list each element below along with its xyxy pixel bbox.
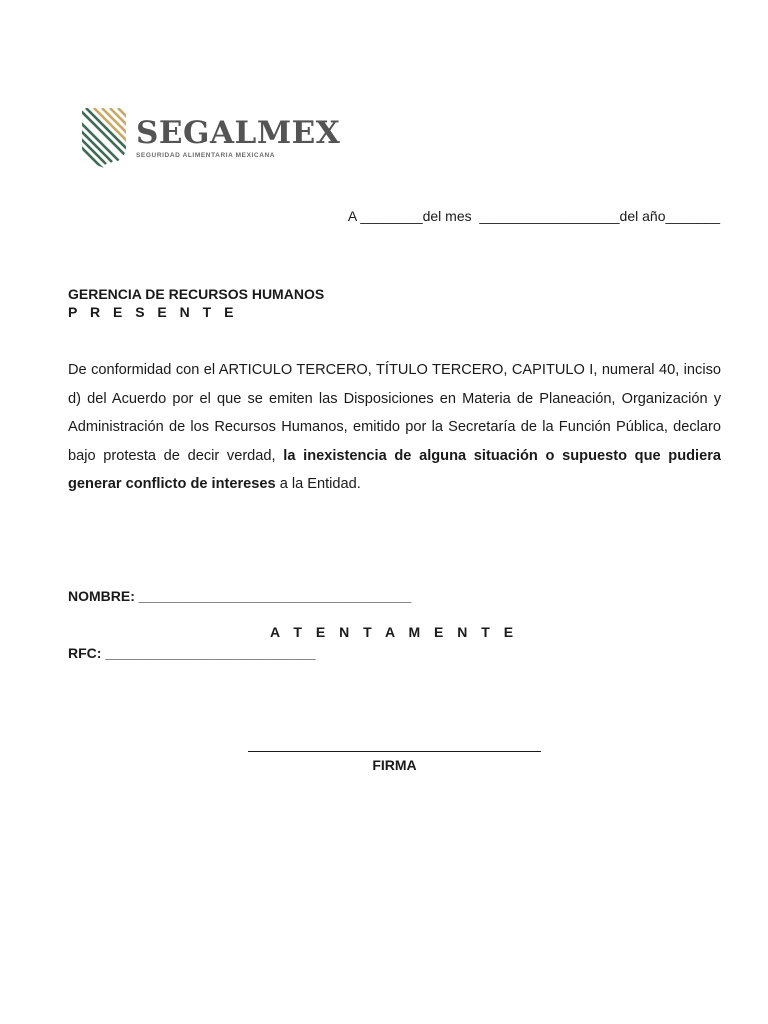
nombre-field: NOMBRE: ___________________________________ (68, 588, 412, 604)
declaration-text-part1: De conformidad con el ARTICULO TERCERO, TÍTULO TERCERO, CAPITULO I, numeral 40, inciso d) del Acuerdo por el que se emiten las Disposiciones en Materia de Planeación, Organización y Administración de los Recursos Humanos, emitido por la Secretaría de la Función Pública, declaro bajo protesta de decir verdad, (68, 362, 721, 464)
addressee-block (68, 285, 324, 321)
addressee-department: GERENCIA DE RECURSOS HUMANOS (68, 286, 325, 302)
signature-line (248, 751, 541, 752)
declaration-paragraph (68, 356, 721, 499)
logo-text (136, 116, 340, 159)
date-line: A ________del mes __________________del año_______ (347, 208, 720, 224)
addressee-presente: P R E S E N T E (68, 304, 238, 320)
declaration-text-part2: a la Entidad. (275, 476, 361, 493)
logo-name: SEGALMEX (136, 114, 341, 151)
segalmex-shield-icon (80, 104, 128, 170)
signature-label: FIRMA (372, 757, 417, 773)
logo-tagline: SEGURIDAD ALIMENTARIA MEXICANA (136, 151, 276, 159)
segalmex-logo (80, 104, 340, 170)
declaration-text-bold: la inexistencia de alguna situación o supuesto que pudiera generar conflicto de intereses (68, 447, 722, 493)
closing-atentamente: A T E N T A M E N T E (269, 624, 519, 640)
rfc-field: RFC: ___________________________ (68, 645, 316, 661)
fields-block (68, 549, 411, 682)
